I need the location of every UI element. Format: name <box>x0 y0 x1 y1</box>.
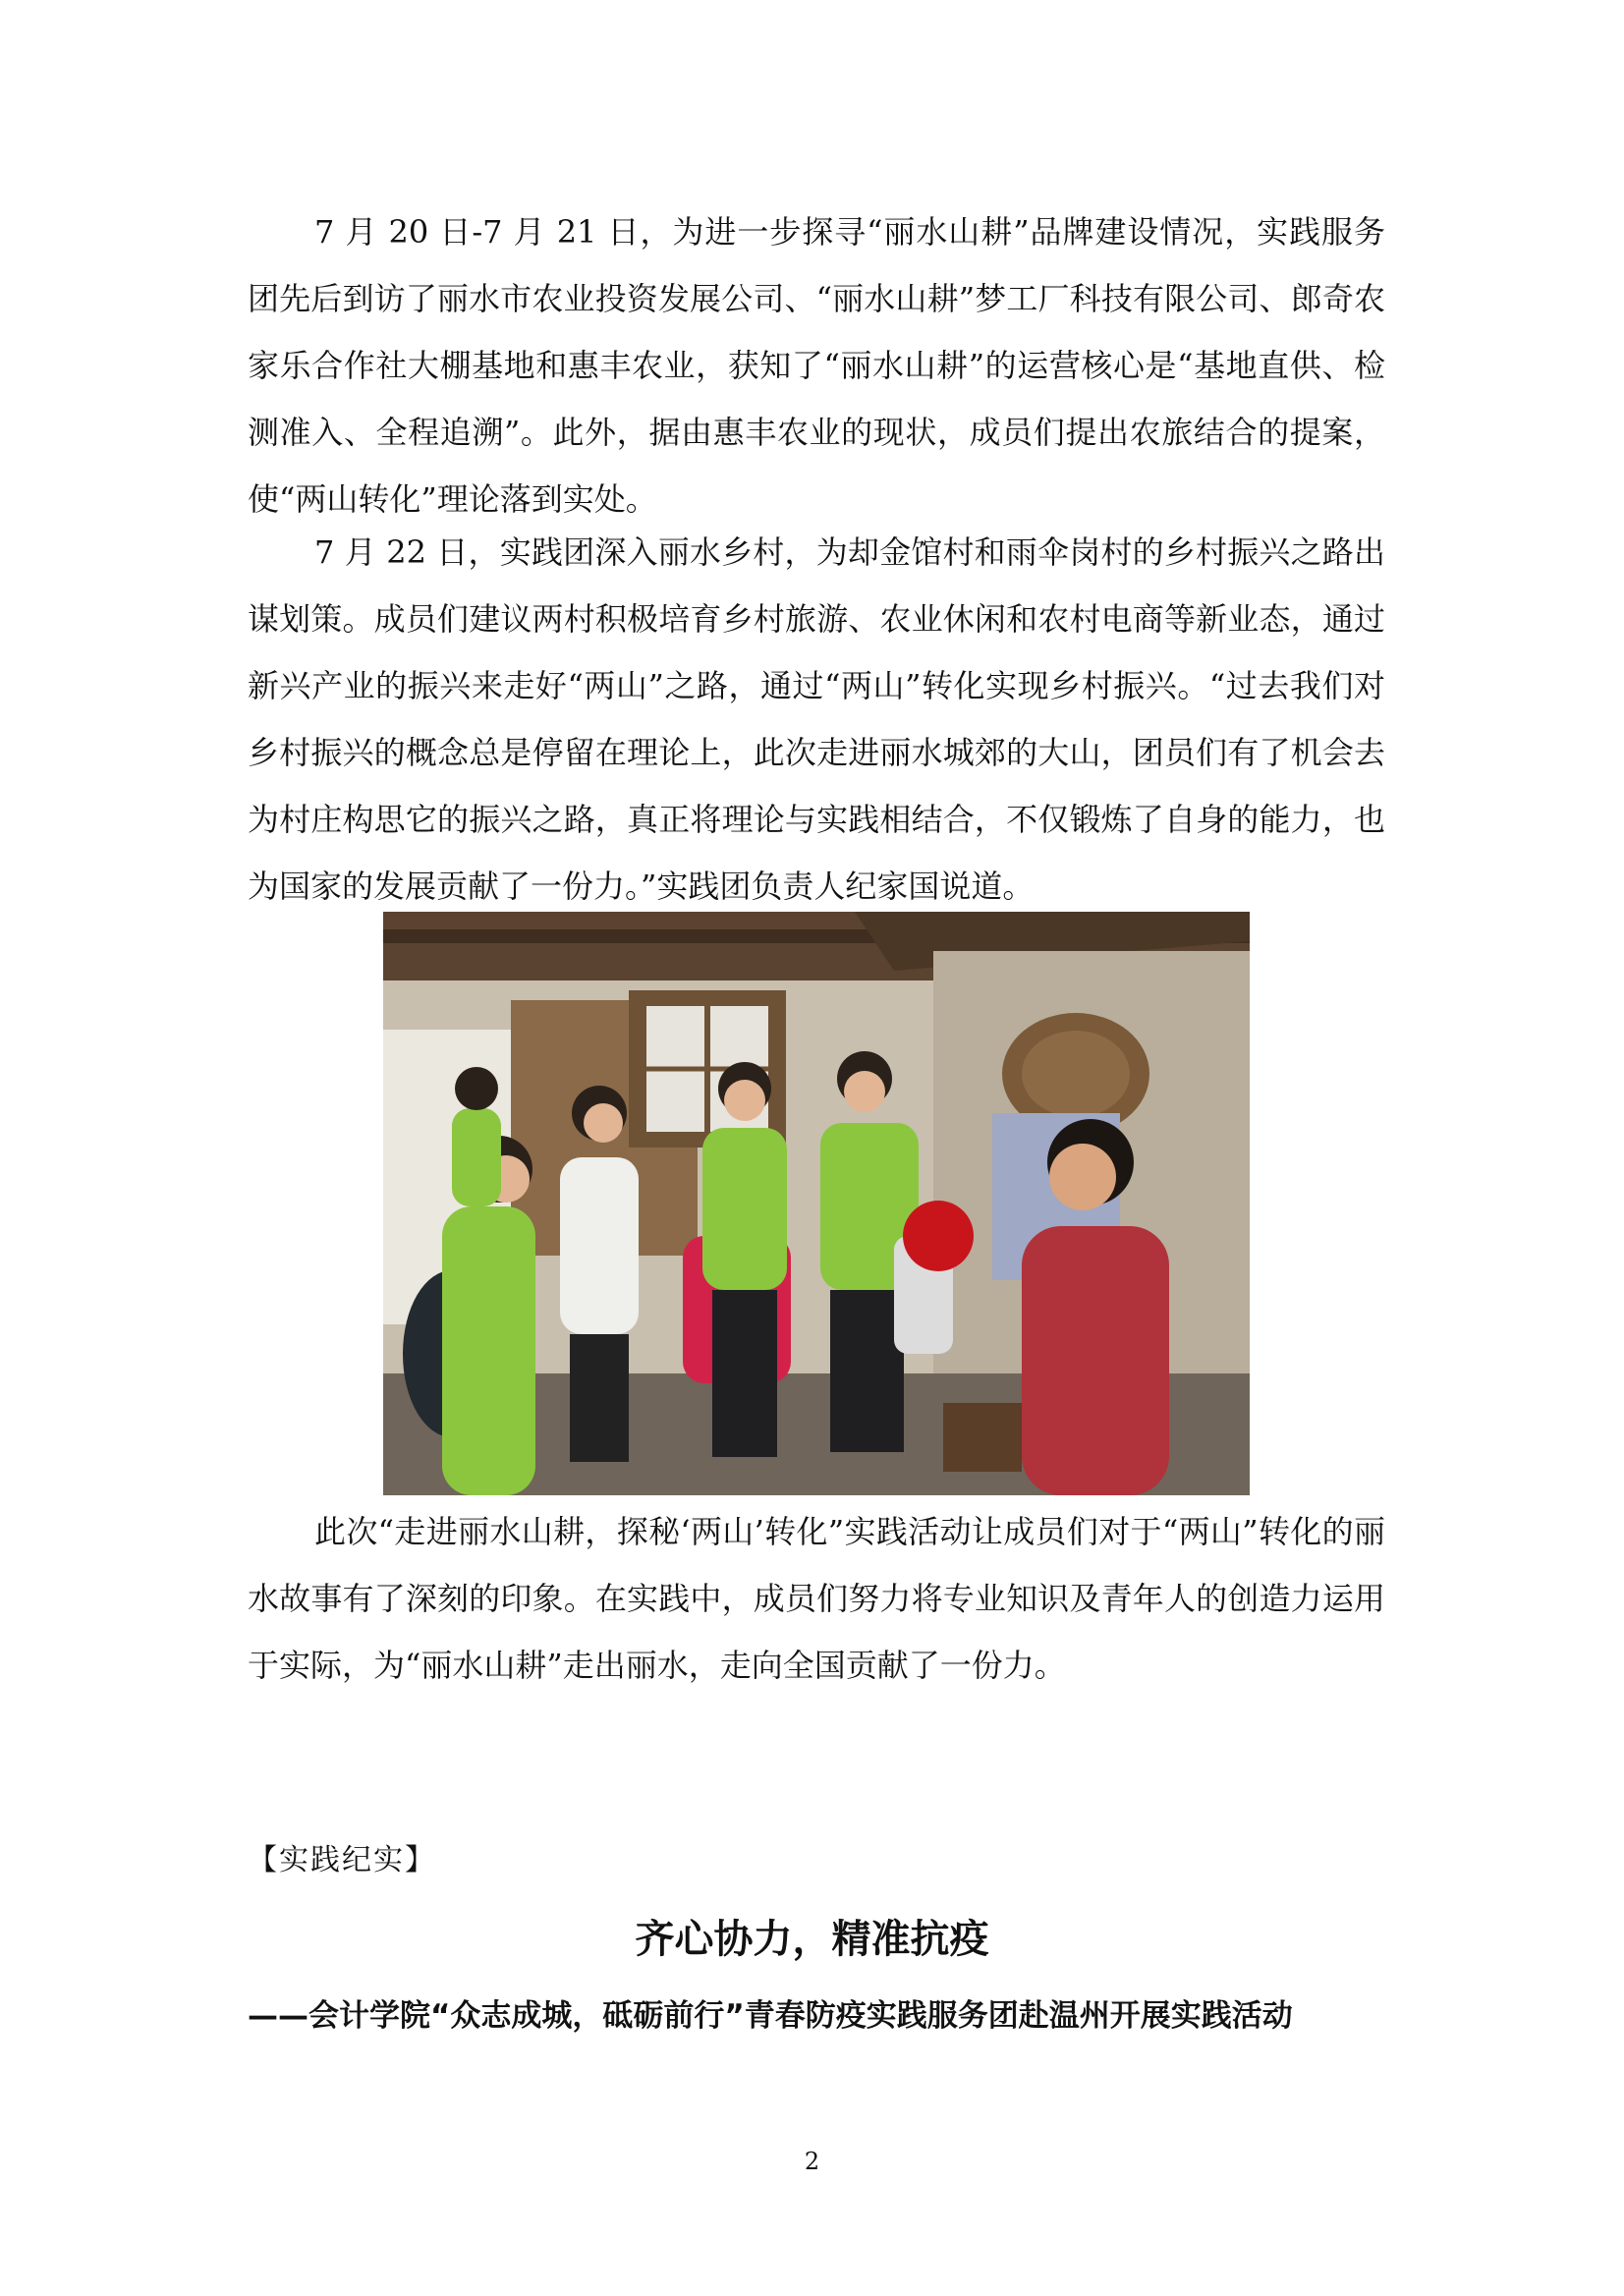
paragraph-activity-summary: 此次“走进丽水山耕，探秘‘两山’转化”实践活动让成员们对于“两山”转化的丽水故事有了深刻的印象。在实践中，成员们努力将专业知识及青年人的创造力运用于实际，为“丽水山耕”走出丽水，走向全国贡献了一份力。 <box>248 1513 1385 1684</box>
paragraph-village-visit: 7 月 22 日，实践团深入丽水乡村，为却金馆村和雨伞岗村的乡村振兴之路出谋划策。成员们建议两村积极培育乡村旅游、农业休闲和农村电商等新业态，通过新兴产业的振兴来走好“两山”之路，通过“两山”转化实现乡村振兴。“过去我们对乡村振兴的概念总是停留在理论上，此次走进丽水城郊的大山，团员们有了机会去为村庄构思它的振兴之路，真正将理论与实践相结合，不仅锻炼了自身的能力，也为国家的发展贡献了一份力。”实践团负责人纪家国说道。 <box>248 533 1385 905</box>
photo-students-with-villager <box>383 912 1250 1495</box>
page-number: 2 <box>804 2148 820 2175</box>
section-tag: 【实践纪实】 <box>248 1843 436 1877</box>
paragraph-brand-visit: 7 月 20 日-7 月 21 日，为进一步探寻“丽水山耕”品牌建设情况，实践服务团先后到访了丽水市农业投资发展公司、“丽水山耕”梦工厂科技有限公司、郎奇农家乐合作社大棚基地和惠丰农业，获知了“丽水山耕”的运营核心是“基地直供、检测准入、全程追溯”。此外，据由惠丰农业的现状，成员们提出农旅结合的提案，使“两山转化”理论落到实处。 <box>248 213 1385 518</box>
article-subtitle: ——会计学院“众志成城，砥砺前行”青春防疫实践服务团赴温州开展实践活动 <box>248 1998 1293 2034</box>
article-title: 齐心协力，精准抗疫 <box>635 1917 989 1962</box>
